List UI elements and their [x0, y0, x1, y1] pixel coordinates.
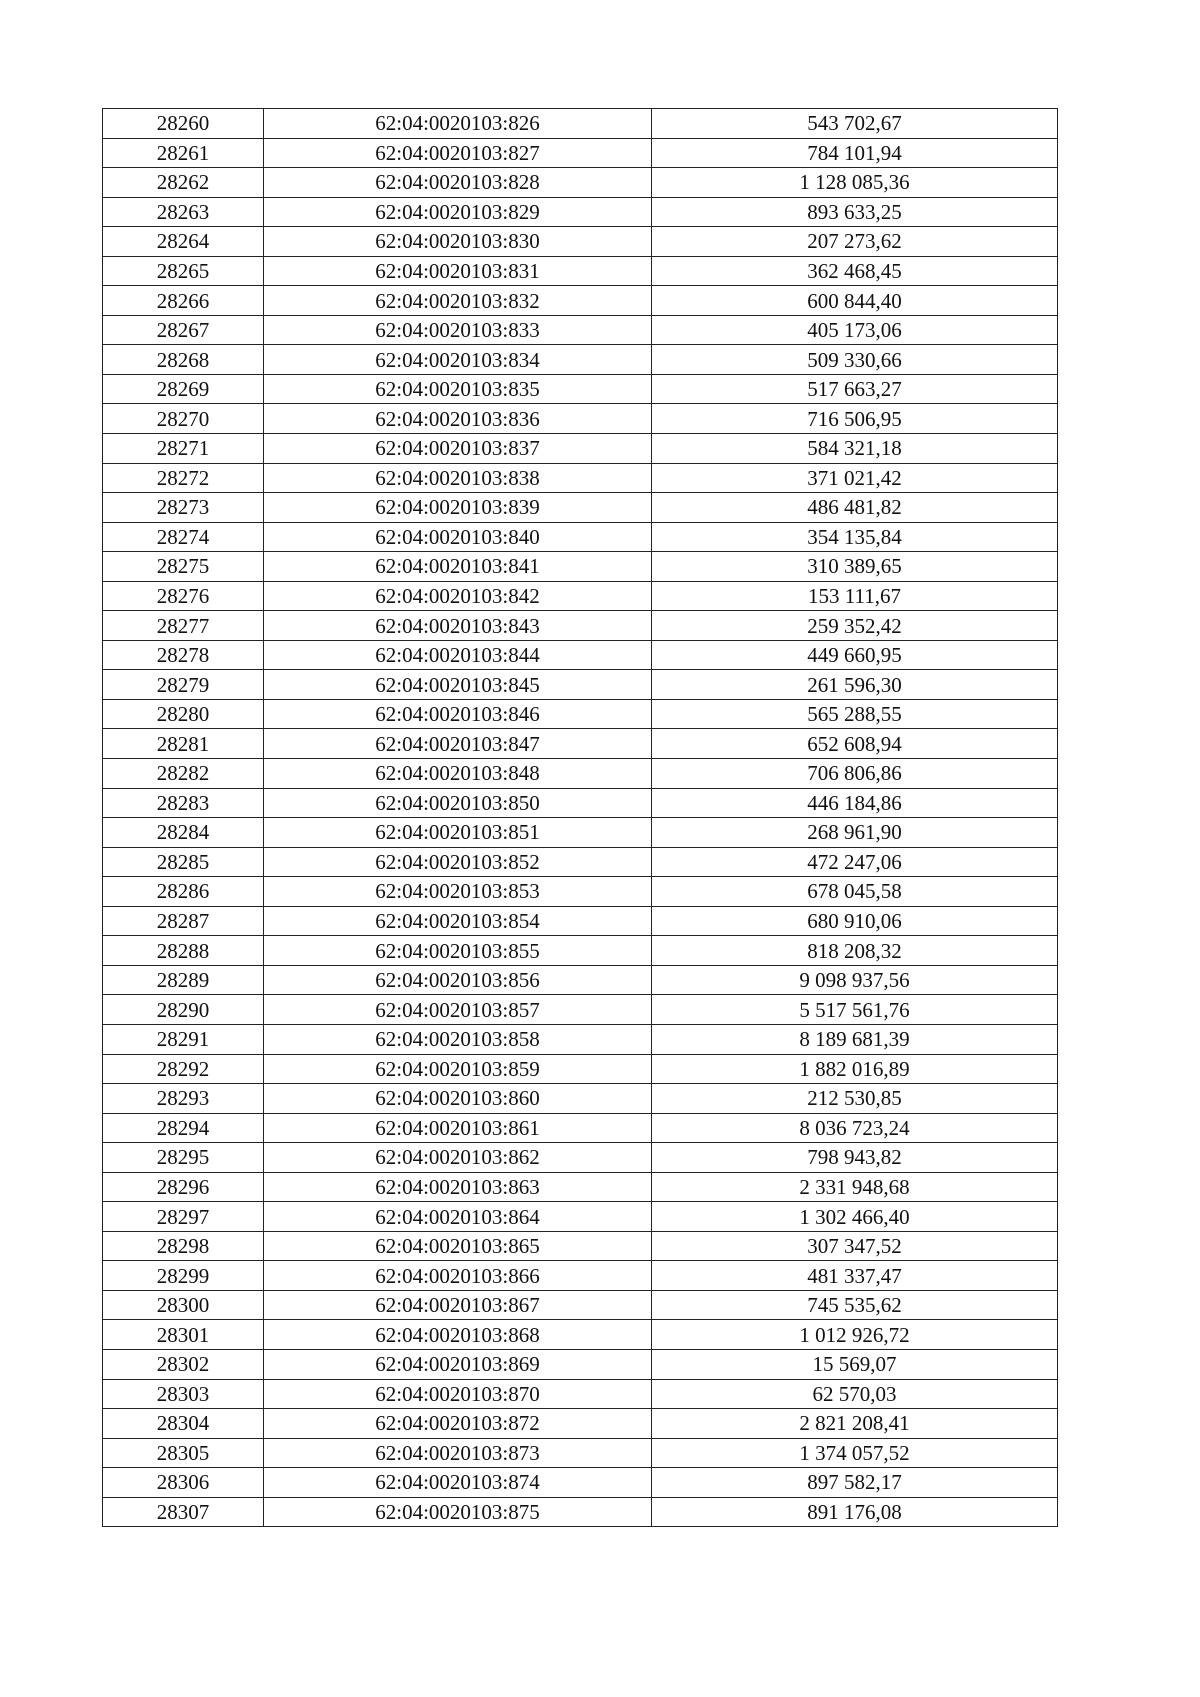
- table-row: [103, 965, 1058, 995]
- row-number-cell: 28261: [103, 138, 264, 168]
- cadastral-value-cell: 481 337,47: [652, 1261, 1058, 1291]
- cadastral-value-cell: 716 506,95: [652, 404, 1058, 434]
- table-row: [103, 1084, 1058, 1114]
- row-number-cell: 28268: [103, 345, 264, 375]
- table-row: [103, 699, 1058, 729]
- table-row: [103, 1468, 1058, 1498]
- row-number-cell: 28303: [103, 1379, 264, 1409]
- cadastral-value-cell: 405 173,06: [652, 315, 1058, 345]
- cadastral-value-cell: 446 184,86: [652, 788, 1058, 818]
- cadastral-value-cell: 678 045,58: [652, 877, 1058, 907]
- table-row: [103, 759, 1058, 789]
- table-row: [103, 1261, 1058, 1291]
- cadastral-value-cell: 798 943,82: [652, 1143, 1058, 1173]
- cadastral-number-cell: 62:04:0020103:863: [264, 1172, 652, 1202]
- row-number-cell: 28267: [103, 315, 264, 345]
- row-number-cell: 28283: [103, 788, 264, 818]
- table-row: [103, 463, 1058, 493]
- cadastral-value-cell: 354 135,84: [652, 522, 1058, 552]
- cadastral-number-cell: 62:04:0020103:870: [264, 1379, 652, 1409]
- row-number-cell: 28298: [103, 1231, 264, 1261]
- table-row: [103, 847, 1058, 877]
- table-row: [103, 1054, 1058, 1084]
- row-number-cell: 28292: [103, 1054, 264, 1084]
- row-number-cell: 28265: [103, 256, 264, 286]
- row-number-cell: 28278: [103, 640, 264, 670]
- cadastral-number-cell: 62:04:0020103:865: [264, 1231, 652, 1261]
- cadastral-value-cell: 8 036 723,24: [652, 1113, 1058, 1143]
- cadastral-value-cell: 784 101,94: [652, 138, 1058, 168]
- cadastral-value-cell: 1 882 016,89: [652, 1054, 1058, 1084]
- cadastral-value-cell: 1 374 057,52: [652, 1438, 1058, 1468]
- row-number-cell: 28281: [103, 729, 264, 759]
- table-row: [103, 1379, 1058, 1409]
- cadastral-value-cell: 5 517 561,76: [652, 995, 1058, 1025]
- cadastral-value-cell: 268 961,90: [652, 818, 1058, 848]
- cadastral-value-cell: 2 331 948,68: [652, 1172, 1058, 1202]
- table-row: [103, 1202, 1058, 1232]
- row-number-cell: 28286: [103, 877, 264, 907]
- cadastral-value-cell: 371 021,42: [652, 463, 1058, 493]
- cadastral-number-cell: 62:04:0020103:859: [264, 1054, 652, 1084]
- row-number-cell: 28272: [103, 463, 264, 493]
- cadastral-value-cell: 893 633,25: [652, 197, 1058, 227]
- row-number-cell: 28304: [103, 1409, 264, 1439]
- cadastral-value-cell: 449 660,95: [652, 640, 1058, 670]
- cadastral-number-cell: 62:04:0020103:835: [264, 374, 652, 404]
- cadastral-value-cell: 517 663,27: [652, 374, 1058, 404]
- cadastral-number-cell: 62:04:0020103:851: [264, 818, 652, 848]
- cadastral-number-cell: 62:04:0020103:869: [264, 1349, 652, 1379]
- cadastral-value-cell: 259 352,42: [652, 611, 1058, 641]
- table-row: [103, 611, 1058, 641]
- row-number-cell: 28300: [103, 1290, 264, 1320]
- row-number-cell: 28276: [103, 581, 264, 611]
- cadastral-value-cell: 706 806,86: [652, 759, 1058, 789]
- row-number-cell: 28275: [103, 552, 264, 582]
- cadastral-number-cell: 62:04:0020103:846: [264, 699, 652, 729]
- row-number-cell: 28290: [103, 995, 264, 1025]
- cadastral-number-cell: 62:04:0020103:842: [264, 581, 652, 611]
- table-row: [103, 1438, 1058, 1468]
- cadastral-number-cell: 62:04:0020103:845: [264, 670, 652, 700]
- table-row: [103, 256, 1058, 286]
- table-row: [103, 552, 1058, 582]
- row-number-cell: 28287: [103, 906, 264, 936]
- cadastral-number-cell: 62:04:0020103:866: [264, 1261, 652, 1291]
- cadastral-value-cell: 600 844,40: [652, 286, 1058, 316]
- row-number-cell: 28274: [103, 522, 264, 552]
- row-number-cell: 28277: [103, 611, 264, 641]
- row-number-cell: 28293: [103, 1084, 264, 1114]
- row-number-cell: 28297: [103, 1202, 264, 1232]
- cadastral-number-cell: 62:04:0020103:852: [264, 847, 652, 877]
- cadastral-number-cell: 62:04:0020103:874: [264, 1468, 652, 1498]
- cadastral-value-cell: 1 012 926,72: [652, 1320, 1058, 1350]
- table-row: [103, 877, 1058, 907]
- cadastral-value-table: [102, 108, 1058, 1527]
- cadastral-value-cell: 543 702,67: [652, 109, 1058, 139]
- cadastral-value-cell: 680 910,06: [652, 906, 1058, 936]
- table-row: [103, 936, 1058, 966]
- row-number-cell: 28299: [103, 1261, 264, 1291]
- cadastral-value-cell: 897 582,17: [652, 1468, 1058, 1498]
- table-row: [103, 1024, 1058, 1054]
- cadastral-value-cell: 891 176,08: [652, 1497, 1058, 1527]
- table-row: [103, 197, 1058, 227]
- row-number-cell: 28305: [103, 1438, 264, 1468]
- cadastral-number-cell: 62:04:0020103:834: [264, 345, 652, 375]
- cadastral-number-cell: 62:04:0020103:830: [264, 227, 652, 257]
- cadastral-number-cell: 62:04:0020103:855: [264, 936, 652, 966]
- cadastral-number-cell: 62:04:0020103:828: [264, 168, 652, 198]
- table-row: [103, 286, 1058, 316]
- cadastral-number-cell: 62:04:0020103:826: [264, 109, 652, 139]
- cadastral-value-cell: 62 570,03: [652, 1379, 1058, 1409]
- cadastral-number-cell: 62:04:0020103:868: [264, 1320, 652, 1350]
- row-number-cell: 28260: [103, 109, 264, 139]
- table-row: [103, 1349, 1058, 1379]
- cadastral-value-cell: 2 821 208,41: [652, 1409, 1058, 1439]
- row-number-cell: 28270: [103, 404, 264, 434]
- cadastral-value-cell: 745 535,62: [652, 1290, 1058, 1320]
- cadastral-number-cell: 62:04:0020103:829: [264, 197, 652, 227]
- table-row: [103, 522, 1058, 552]
- row-number-cell: 28307: [103, 1497, 264, 1527]
- row-number-cell: 28284: [103, 818, 264, 848]
- row-number-cell: 28302: [103, 1349, 264, 1379]
- cadastral-number-cell: 62:04:0020103:856: [264, 965, 652, 995]
- cadastral-number-cell: 62:04:0020103:841: [264, 552, 652, 582]
- cadastral-value-cell: 207 273,62: [652, 227, 1058, 257]
- cadastral-value-cell: 307 347,52: [652, 1231, 1058, 1261]
- table-row: [103, 640, 1058, 670]
- cadastral-value-cell: 652 608,94: [652, 729, 1058, 759]
- table-row: [103, 1320, 1058, 1350]
- row-number-cell: 28263: [103, 197, 264, 227]
- cadastral-number-cell: 62:04:0020103:833: [264, 315, 652, 345]
- row-number-cell: 28273: [103, 493, 264, 523]
- table-row: [103, 1143, 1058, 1173]
- cadastral-number-cell: 62:04:0020103:872: [264, 1409, 652, 1439]
- cadastral-number-cell: 62:04:0020103:839: [264, 493, 652, 523]
- row-number-cell: 28296: [103, 1172, 264, 1202]
- table-row: [103, 1497, 1058, 1527]
- cadastral-value-cell: 818 208,32: [652, 936, 1058, 966]
- cadastral-number-cell: 62:04:0020103:838: [264, 463, 652, 493]
- row-number-cell: 28291: [103, 1024, 264, 1054]
- table-row: [103, 227, 1058, 257]
- cadastral-value-cell: 1 128 085,36: [652, 168, 1058, 198]
- table-row: [103, 1290, 1058, 1320]
- cadastral-value-cell: 472 247,06: [652, 847, 1058, 877]
- cadastral-number-cell: 62:04:0020103:840: [264, 522, 652, 552]
- cadastral-value-cell: 584 321,18: [652, 434, 1058, 464]
- cadastral-number-cell: 62:04:0020103:861: [264, 1113, 652, 1143]
- table-row: [103, 434, 1058, 464]
- cadastral-number-cell: 62:04:0020103:848: [264, 759, 652, 789]
- cadastral-number-cell: 62:04:0020103:832: [264, 286, 652, 316]
- row-number-cell: 28279: [103, 670, 264, 700]
- row-number-cell: 28295: [103, 1143, 264, 1173]
- table-row: [103, 995, 1058, 1025]
- table-row: [103, 493, 1058, 523]
- table-row: [103, 729, 1058, 759]
- cadastral-number-cell: 62:04:0020103:837: [264, 434, 652, 464]
- row-number-cell: 28264: [103, 227, 264, 257]
- cadastral-value-cell: 509 330,66: [652, 345, 1058, 375]
- row-number-cell: 28285: [103, 847, 264, 877]
- cadastral-value-cell: 8 189 681,39: [652, 1024, 1058, 1054]
- cadastral-number-cell: 62:04:0020103:843: [264, 611, 652, 641]
- cadastral-number-cell: 62:04:0020103:827: [264, 138, 652, 168]
- cadastral-value-cell: 261 596,30: [652, 670, 1058, 700]
- table-row: [103, 818, 1058, 848]
- row-number-cell: 28266: [103, 286, 264, 316]
- row-number-cell: 28280: [103, 699, 264, 729]
- cadastral-number-cell: 62:04:0020103:844: [264, 640, 652, 670]
- table-row: [103, 1172, 1058, 1202]
- row-number-cell: 28294: [103, 1113, 264, 1143]
- table-body: [103, 109, 1058, 1527]
- cadastral-value-cell: 362 468,45: [652, 256, 1058, 286]
- cadastral-value-cell: 486 481,82: [652, 493, 1058, 523]
- cadastral-number-cell: 62:04:0020103:831: [264, 256, 652, 286]
- table-row: [103, 138, 1058, 168]
- cadastral-number-cell: 62:04:0020103:847: [264, 729, 652, 759]
- cadastral-value-cell: 9 098 937,56: [652, 965, 1058, 995]
- table-row: [103, 581, 1058, 611]
- cadastral-number-cell: 62:04:0020103:867: [264, 1290, 652, 1320]
- cadastral-number-cell: 62:04:0020103:858: [264, 1024, 652, 1054]
- cadastral-number-cell: 62:04:0020103:853: [264, 877, 652, 907]
- table-row: [103, 404, 1058, 434]
- cadastral-number-cell: 62:04:0020103:875: [264, 1497, 652, 1527]
- cadastral-number-cell: 62:04:0020103:836: [264, 404, 652, 434]
- cadastral-number-cell: 62:04:0020103:864: [264, 1202, 652, 1232]
- table-row: [103, 109, 1058, 139]
- cadastral-value-cell: 212 530,85: [652, 1084, 1058, 1114]
- cadastral-number-cell: 62:04:0020103:857: [264, 995, 652, 1025]
- row-number-cell: 28269: [103, 374, 264, 404]
- cadastral-number-cell: 62:04:0020103:850: [264, 788, 652, 818]
- row-number-cell: 28301: [103, 1320, 264, 1350]
- cadastral-value-cell: 565 288,55: [652, 699, 1058, 729]
- table-row: [103, 1113, 1058, 1143]
- table-row: [103, 1231, 1058, 1261]
- row-number-cell: 28262: [103, 168, 264, 198]
- row-number-cell: 28288: [103, 936, 264, 966]
- table-row: [103, 315, 1058, 345]
- row-number-cell: 28306: [103, 1468, 264, 1498]
- row-number-cell: 28271: [103, 434, 264, 464]
- table-row: [103, 788, 1058, 818]
- cadastral-number-cell: 62:04:0020103:854: [264, 906, 652, 936]
- table-row: [103, 906, 1058, 936]
- table-row: [103, 345, 1058, 375]
- table-row: [103, 168, 1058, 198]
- table-row: [103, 374, 1058, 404]
- cadastral-value-cell: 1 302 466,40: [652, 1202, 1058, 1232]
- table-row: [103, 670, 1058, 700]
- cadastral-value-cell: 153 111,67: [652, 581, 1058, 611]
- cadastral-value-cell: 15 569,07: [652, 1349, 1058, 1379]
- cadastral-number-cell: 62:04:0020103:862: [264, 1143, 652, 1173]
- cadastral-value-cell: 310 389,65: [652, 552, 1058, 582]
- row-number-cell: 28282: [103, 759, 264, 789]
- row-number-cell: 28289: [103, 965, 264, 995]
- table-row: [103, 1409, 1058, 1439]
- cadastral-number-cell: 62:04:0020103:860: [264, 1084, 652, 1114]
- cadastral-number-cell: 62:04:0020103:873: [264, 1438, 652, 1468]
